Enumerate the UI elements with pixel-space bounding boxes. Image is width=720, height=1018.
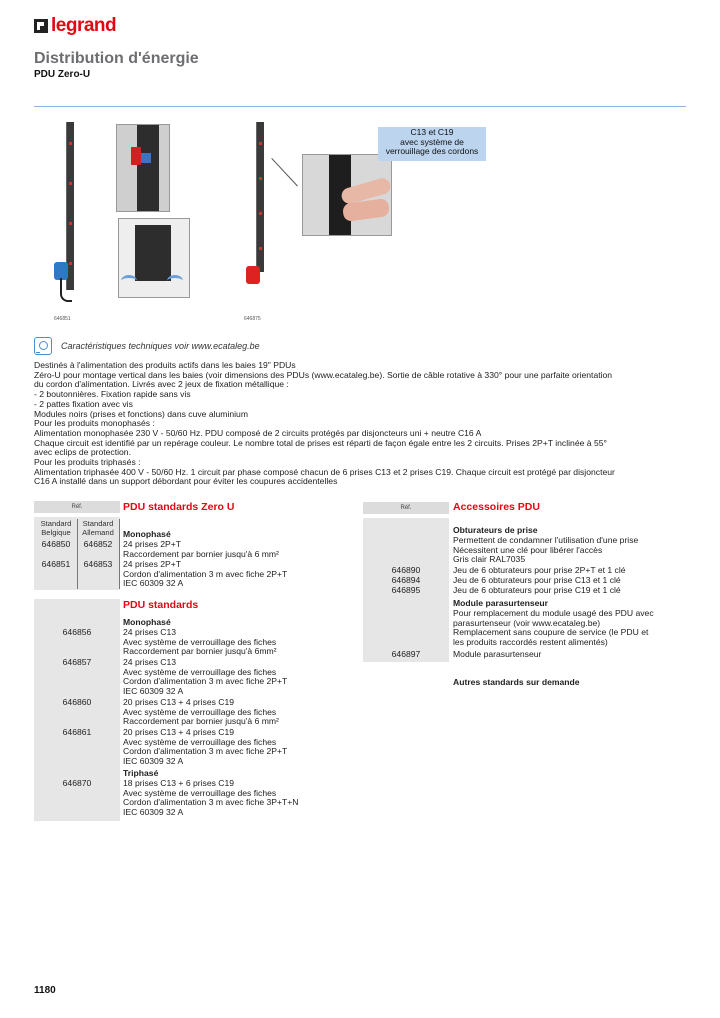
- product-description-cell: 24 prises C13 Avec système de verrouillage des fiches Cordon d'alimentation 3 m avec fiche 2P+T IEC 60309 32 A: [123, 657, 288, 697]
- legrand-logo: [34, 15, 116, 37]
- locking-callout: C13 et C19 avec système de verrouillage des cordons: [378, 127, 486, 161]
- tech-note: [34, 337, 260, 355]
- catalog-icon: [34, 337, 52, 355]
- ref-de: 646852: [83, 539, 113, 549]
- accessory-description: Jeu de 6 obturateurs pour prise C19 et 1 clé: [453, 585, 621, 595]
- accessory-description: Jeu de 6 obturateurs pour prise C13 et 1 clé: [453, 575, 621, 585]
- header-divider: [34, 106, 686, 107]
- zoom-detail-bottom: [118, 218, 190, 298]
- red-plug: [246, 266, 260, 284]
- standards-heading-tri: Triphasé: [123, 768, 159, 778]
- column-divider: [119, 519, 120, 589]
- obturateurs-heading: Obturateurs de prise: [453, 525, 538, 535]
- legrand-logo-icon: [34, 19, 48, 33]
- product-description-cell: 24 prises 2P+T Raccordement par bornier jusqu'à 6 mm²: [123, 539, 279, 559]
- module-heading: Module parasurtenseur: [453, 598, 549, 608]
- col-header-allemand: Standard Allemand: [82, 519, 114, 537]
- ref-be: 646851: [41, 559, 71, 569]
- page-subtitle: PDU Zero-U: [34, 69, 91, 80]
- accessory-description: Jeu de 6 obturateurs pour prise 2P+T et 1 clé: [453, 565, 626, 575]
- ref-header: Réf.: [363, 502, 449, 514]
- product-description-cell: 20 prises C13 + 4 prises C19 Avec système de verrouillage des fiches Cordon d'alimentation 3 m avec fiche 2P+T IEC 60309 32 A: [123, 727, 288, 767]
- ref-number: 646860: [62, 697, 92, 707]
- section-title-zero-u: PDU standards Zero U: [123, 501, 235, 513]
- ref-number: 646857: [62, 657, 92, 667]
- product-description-cell: 24 prises C13 Avec système de verrouillage des fiches Raccordement par bornier jusqu'à 6mm²: [123, 627, 277, 657]
- ref-number: 646890: [391, 565, 421, 575]
- ref-number: 646856: [62, 627, 92, 637]
- product-description-cell: 24 prises 2P+T Cordon d'alimentation 3 m avec fiche 2P+T IEC 60309 32 A: [123, 559, 288, 589]
- product-figure-left: [50, 120, 200, 330]
- ref-header: Réf.: [34, 501, 120, 513]
- tech-note-text: Caractéristiques techniques voir www.ecataleg.be: [61, 341, 260, 351]
- power-cable: [60, 278, 72, 302]
- accessory-description: Module parasurtenseur: [453, 649, 542, 659]
- zero-u-heading: Monophasé: [123, 529, 171, 539]
- zoom-detail-top: [116, 124, 170, 212]
- figure-ref-left: 646851: [54, 316, 71, 322]
- figure-ref-right: 646875: [244, 316, 261, 322]
- product-description: Destinés à l'alimentation des produits actifs dans les baies 19" PDUs Zéro-U pour montage vertical dans les baies (voir dimensions des PDUs (www.ecataleg.be). Sortie de câble rotative à 330° pour une parfaite orientation du cordon d'alimentation. Livrés avec 2 jeux de fixation métallique : - 2 boutonnières. Fixation rapide sans vis - 2 pattes fixation avec vis Modules noirs (prises et fonctions) dans cuve aluminium Pour les produits monophasés : Alimentation monophasée 230 V - 50/60 Hz. PDU composé de 2 circuits protégés par disjoncteurs uni + neutre C16 A Chaque circuit est identifié par un repérage couleur. Le nombre total de prises est réparti de façon égale entre les 2 circuits. Prises 2P+T inclinée à 55° avec eclips de protection. Pour les produits triphasés : Alimentation triphasée 400 V - 50/60 Hz. 1 circuit par phase composé chacun de 6 prises C13 et 2 prises C19. Chaque circuit est protégé par disjoncteur C16 A installé dans un support débordant pour éviter les coupures accidentelles: [34, 360, 615, 487]
- ref-number: 646861: [62, 727, 92, 737]
- col-header-belgique: Standard Belgique: [40, 519, 72, 537]
- pdu-strip: [256, 122, 264, 272]
- section-title-accessories: Accessoires PDU: [453, 501, 540, 513]
- module-intro: Pour remplacement du module usagé des PDU avec parasurtenseur (voir www.ecataleg.be) Remplacement sans coupure de service (le PDU et les produits raccordés restent alimentés): [453, 608, 654, 648]
- product-description-cell: 20 prises C13 + 4 prises C19 Avec système de verrouillage des fiches Raccordement par bornier jusqu'à 6 mm²: [123, 697, 279, 727]
- standards-heading-mono: Monophasé: [123, 617, 171, 627]
- ref-number: 646894: [391, 575, 421, 585]
- ref-number: 646895: [391, 585, 421, 595]
- other-standards-note: Autres standards sur demande: [453, 677, 580, 687]
- product-description-cell: 18 prises C13 + 6 prises C19 Avec système de verrouillage des fiches Cordon d'alimentation 3 m avec fiche 3P+T+N IEC 60309 32 A: [123, 778, 299, 818]
- obturateurs-intro: Permettent de condamner l'utilisation d'une prise Nécessitent une clé pour libérer l'accès Gris clair RAL7035: [453, 535, 639, 565]
- ref-be: 646850: [41, 539, 71, 549]
- ref-number: 646897: [391, 649, 421, 659]
- ref-de: 646853: [83, 559, 113, 569]
- section-title-standards: PDU standards: [123, 599, 199, 611]
- ref-number: 646870: [62, 778, 92, 788]
- brand-name: legrand: [51, 15, 117, 36]
- locking-system-photo: [302, 154, 392, 236]
- page-number: 1180: [34, 985, 56, 996]
- page-title: Distribution d'énergie: [34, 50, 199, 67]
